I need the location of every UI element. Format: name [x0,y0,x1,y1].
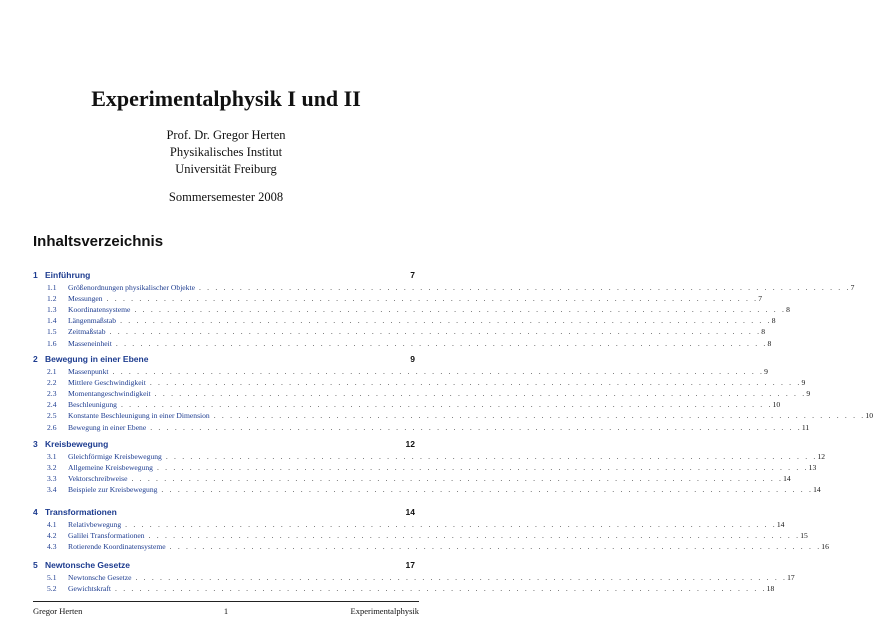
toc-chapter-page: 12 [405,439,415,449]
institute-name: Physikalisches Institut [169,145,283,159]
toc-entry-number: 5.1 [47,573,57,582]
toc-entry-3-1[interactable] [33,451,826,462]
toc-leader-dots: . . . . . . . . . . . . . . . . . . . . . . . . . . . . . . . . . . . . . . . . . . . . . . . . . . . . . . . . . . . . . . . . . . . . . . . . . . . . . . . . [135,573,788,582]
toc-leader-dots: . . . . . . . . . . . . . . . . . . . . . . . . . . . . . . . . . . . . . . . . . . . . . . . . . . . . . . . . . . . . . . . . . . . . . . . . . . . . . . . . [131,474,784,484]
toc-entry-title[interactable]: Beschleunigung [68,400,117,410]
toc-entry-number: 3.1 [47,452,57,461]
toc-leader-dots: . . . . . . . . . . . . . . . . . . . . . . . . . . . . . . . . . . . . . . . . . . . . . . . . . . . . . . . . . . . . . . . . . . . . . . . . . . . . . . . . [198,283,851,292]
toc-entry-number: 1.6 [47,338,57,348]
toc-entry-page: 8 [767,338,772,348]
toc-entry-number: 4.1 [47,520,57,529]
toc-chapter-page: 17 [405,560,415,570]
toc-entry-number: 4.2 [47,531,57,541]
toc-entry-page: 8 [786,305,790,315]
toc-entry-number: 1.3 [47,305,57,315]
footer-author: Gregor Herten [33,606,83,616]
toc-entry-page: 8 [761,327,765,337]
toc-chapter-number: 2 [33,354,38,364]
toc-entry-title[interactable]: Massenpunkt [68,367,109,376]
toc-entry-2-5[interactable] [33,410,873,421]
toc-entry-4-3[interactable] [33,541,829,552]
toc-entry-number: 1.1 [47,283,57,292]
toc-chapter-title[interactable]: Newtonsche Gesetze [45,560,131,570]
toc-entry-2-3[interactable] [33,388,811,399]
toc-entry-title[interactable]: Größenordnungen physikalischer Objekte [68,283,195,292]
toc-entry-title[interactable]: Galilei Transformationen [68,531,145,541]
toc-entry-title[interactable]: Rotierende Koordinatensysteme [68,542,166,552]
toc-entry-1-4[interactable] [33,315,776,326]
toc-entry-1-5[interactable] [33,326,765,337]
toc-leader-dots: . . . . . . . . . . . . . . . . . . . . . . . . . . . . . . . . . . . . . . . . . . . . . . . . . . . . . . . . . . . . . . . . . . . . . . . . . . . . . . . . [120,400,773,410]
toc-entry-title[interactable]: Masseneinheit [68,338,112,348]
toc-entry-title[interactable]: Gleichförmige Kreisbewegung [68,452,162,461]
toc-chapter-number: 4 [33,507,38,517]
toc-entry-2-2[interactable] [33,377,806,388]
toc-entry-page: 15 [800,531,808,541]
toc-entry-number: 3.3 [47,474,57,484]
toc-leader-dots: . . . . . . . . . . . . . . . . . . . . . . . . . . . . . . . . . . . . . . . . . . . . . . . . . . . . . . . . . . . . . . . . . . . . . . . . . . . . . . . . [150,422,802,432]
toc-chapter-title[interactable]: Einführung [45,270,91,280]
toc-entry-3-2[interactable] [33,462,817,473]
toc-leader-dots: . . . . . . . . . . . . . . . . . . . . . . . . . . . . . . . . . . . . . . . . . . . . . . . . . . . . . . . . . . . . . . . . . . . . . . . . . . . . . . . . [115,338,768,348]
toc-leader-dots: . . . . . . . . . . . . . . . . . . . . . . . . . . . . . . . . . . . . . . . . . . . . . . . . . . . . . . . . . . . . . . . . . . . . . . . . . . . . . . . . [106,294,759,304]
toc-leader-dots: . . . . . . . . . . . . . . . . . . . . . . . . . . . . . . . . . . . . . . . . . . . . . . . . . . . . . . . . . . . . . . . . . . . . . . . . . . . . . . . . [125,520,777,529]
toc-entry-4-1[interactable] [33,519,785,530]
toc-chapter-number: 1 [33,270,38,280]
university-name: Universität Freiburg [175,162,277,176]
toc-entry-4-2[interactable] [33,530,808,541]
toc-entry-page: 14 [776,520,785,529]
toc-entry-title[interactable]: Vektorschreibweise [68,474,128,484]
toc-entry-title[interactable]: Momentangeschwindigkeit [68,389,151,399]
toc-entry-number: 3.2 [47,463,57,473]
toc-leader-dots: . . . . . . . . . . . . . . . . . . . . . . . . . . . . . . . . . . . . . . . . . . . . . . . . . . . . . . . . . . . . . . . . . . . . . . . . . . . . . . . . [165,452,818,461]
toc-entry-title[interactable]: Allgemeine Kreisbewegung [68,463,153,473]
toc-entry-page: 10 [865,411,873,421]
toc-entry-title[interactable]: Newtonsche Gesetze [68,573,132,582]
toc-entry-number: 2.3 [47,389,57,399]
toc-leader-dots: . . . . . . . . . . . . . . . . . . . . . . . . . . . . . . . . . . . . . . . . . . . . . . . . . . . . . . . . . . . . . . . . . . . . . . . . . . . . . . . . [120,316,772,326]
toc-entry-title[interactable]: Koordinatensysteme [68,305,131,315]
page-number: 1 [223,606,229,616]
toc-entry-number: 1.4 [47,316,57,326]
toc-entry-title[interactable]: Bewegung in einer Ebene [68,422,147,432]
toc-leader-dots: . . . . . . . . . . . . . . . . . . . . . . . . . . . . . . . . . . . . . . . . . . . . . . . . . . . . . . . . . . . . . . . . . . . . . . . . . . . . . . . . [134,305,787,315]
toc-entry-2-4[interactable] [33,399,781,410]
toc-entry-title[interactable]: Beispiele zur Kreisbewegung [68,485,158,495]
toc-entry-number: 2.4 [47,400,57,410]
footer-rule [33,601,419,602]
toc-entry-title[interactable]: Gewichtskraft [68,584,112,594]
toc-entry-page: 18 [766,584,775,594]
toc-entry-page: 14 [783,474,791,484]
toc-entry-title[interactable]: Mittlere Geschwindigkeit [68,378,146,388]
toc-entry-number: 4.3 [47,542,57,552]
toc-chapter-title[interactable]: Bewegung in einer Ebene [45,354,149,364]
toc-entry-page: 9 [764,367,768,376]
toc-leader-dots: . . . . . . . . . . . . . . . . . . . . . . . . . . . . . . . . . . . . . . . . . . . . . . . . . . . . . . . . . . . . . . . . . . . . . . . . . . . . . . . . [161,485,814,495]
toc-entry-number: 5.2 [47,584,57,594]
toc-entry-3-3[interactable] [33,473,791,484]
toc-entry-page: 11 [801,422,810,432]
toc-entry-page: 14 [813,485,821,495]
toc-entry-page: 9 [801,378,806,388]
toc-leader-dots: . . . . . . . . . . . . . . . . . . . . . . . . . . . . . . . . . . . . . . . . . . . . . . . . . . . . . . . . . . . . . . . . . . . . . . . . . . . . . . . . [156,463,809,473]
toc-entry-number: 2.5 [47,411,57,421]
toc-chapter-page: 7 [410,270,415,280]
toc-entry-5-1[interactable] [33,572,795,583]
toc-entry-title[interactable]: Konstante Beschleunigung in einer Dimension [68,411,210,421]
toc-entry-number: 1.5 [47,327,57,337]
toc-leader-dots: . . . . . . . . . . . . . . . . . . . . . . . . . . . . . . . . . . . . . . . . . . . . . . . . . . . . . . . . . . . . . . . . . . . . . . . . . . . . . . . . [154,389,807,399]
toc-entry-3-4[interactable] [33,484,821,495]
toc-heading: Inhaltsverzeichnis [33,233,164,250]
toc-entry-page: 17 [787,573,795,582]
semester-label: Sommersemester 2008 [168,190,284,204]
author-name: Prof. Dr. Gregor Herten [166,128,286,142]
toc-entry-number: 2.2 [47,378,57,388]
toc-leader-dots: . . . . . . . . . . . . . . . . . . . . . . . . . . . . . . . . . . . . . . . . . . . . . . . . . . . . . . . . . . . . . . . . . . . . . . . . . . . . . . . . [148,531,801,541]
toc-entry-title[interactable]: Messungen [68,294,103,304]
toc-leader-dots: . . . . . . . . . . . . . . . . . . . . . . . . . . . . . . . . . . . . . . . . . . . . . . . . . . . . . . . . . . . . . . . . . . . . . . . . . . . . . . . . [112,367,765,376]
footer-course: Experimentalphysik [350,606,419,616]
toc-entry-page: 16 [821,542,829,552]
toc-entry-number: 2.1 [47,367,57,376]
toc-entry-page: 8 [771,316,776,326]
toc-chapter-number: 3 [33,439,38,449]
toc-entry-page: 12 [817,452,826,461]
toc-entry-title[interactable]: Zeitmaßstab [68,327,106,337]
toc-entry-number: 3.4 [47,485,57,495]
toc-chapter-number: 5 [33,560,38,570]
toc-entry-2-6[interactable] [33,422,810,433]
toc-entry-1-6[interactable] [33,338,772,349]
toc-entry-page: 7 [758,294,763,304]
toc-leader-dots: . . . . . . . . . . . . . . . . . . . . . . . . . . . . . . . . . . . . . . . . . . . . . . . . . . . . . . . . . . . . . . . . . . . . . . . . . . . . . . . . [149,378,802,388]
toc-entry-number: 1.2 [47,294,57,304]
toc-leader-dots: . . . . . . . . . . . . . . . . . . . . . . . . . . . . . . . . . . . . . . . . . . . . . . . . . . . . . . . . . . . . . . . . . . . . . . . . . . . . . . . . [115,584,767,594]
toc-entry-number: 2.6 [47,422,57,432]
toc-entry-1-3[interactable] [33,304,790,315]
toc-entry-2-1[interactable] [33,366,768,377]
toc-chapter-page: 9 [410,354,415,364]
toc-entry-5-2[interactable] [33,583,775,594]
toc-entry-page: 9 [806,389,811,399]
toc-entry-title[interactable]: Längenmaßstab [68,316,117,326]
document-title: Experimentalphysik I und II [91,86,361,111]
toc-leader-dots: . . . . . . . . . . . . . . . . . . . . . . . . . . . . . . . . . . . . . . . . . . . . . . . . . . . . . . . . . . . . . . . . . . . . . . . . . . . . . . . . [213,411,866,421]
toc-entry-1-1[interactable] [33,282,855,293]
toc-entry-page: 13 [808,463,817,473]
toc-chapter-title[interactable]: Kreisbewegung [45,439,109,449]
toc-entry-title[interactable]: Relativbewegung [68,520,122,529]
toc-chapter-title[interactable]: Transformationen [45,507,117,517]
toc-leader-dots: . . . . . . . . . . . . . . . . . . . . . . . . . . . . . . . . . . . . . . . . . . . . . . . . . . . . . . . . . . . . . . . . . . . . . . . . . . . . . . . . [169,542,822,552]
toc-leader-dots: . . . . . . . . . . . . . . . . . . . . . . . . . . . . . . . . . . . . . . . . . . . . . . . . . . . . . . . . . . . . . . . . . . . . . . . . . . . . . . . . [109,327,762,337]
toc-chapter-page: 14 [405,507,415,517]
toc-entry-page: 10 [772,400,781,410]
toc-entry-1-2[interactable] [33,293,763,304]
toc-entry-page: 7 [850,283,855,292]
